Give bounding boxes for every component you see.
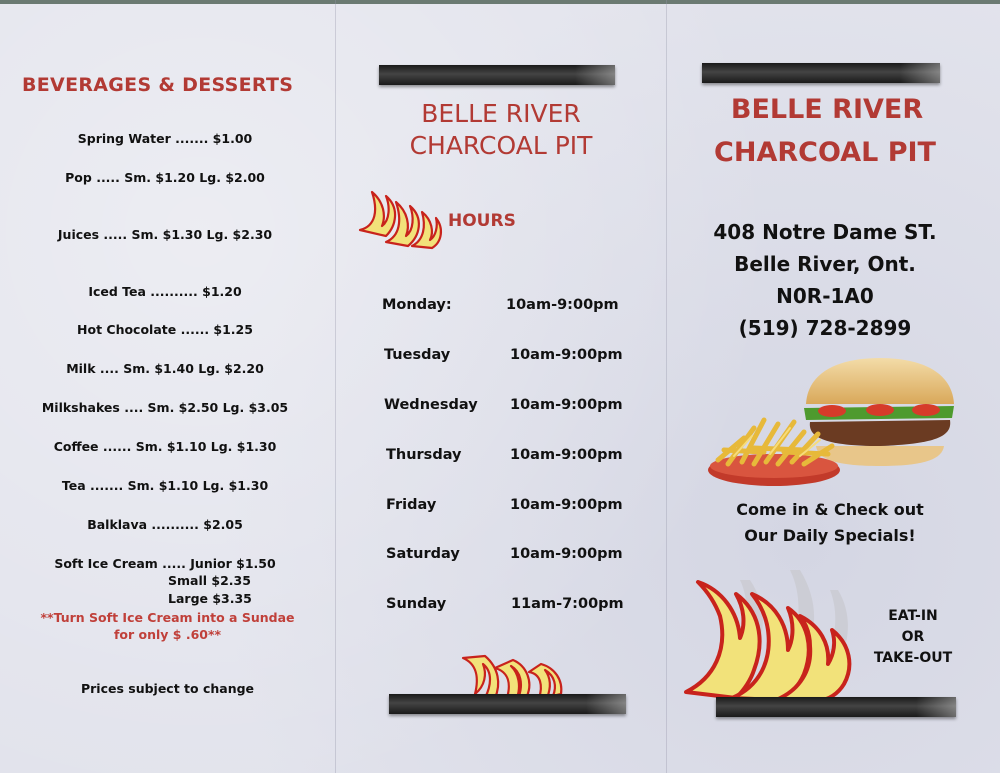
address-city: Belle River, Ont. — [734, 252, 916, 276]
menu-item-baklava: Balklava .......... $2.05 — [87, 517, 243, 532]
day-monday: Monday: — [382, 297, 452, 313]
service-take-out: TAKE-OUT — [873, 650, 953, 666]
flame-icon — [356, 186, 446, 250]
sundae-offer-line2: for only $ .60** — [113, 627, 222, 642]
service-eat-in: EAT-IN — [888, 608, 938, 624]
menu-item-pop: Pop ..... Sm. $1.20 Lg. $2.00 — [65, 170, 265, 185]
time-thursday: 10am-9:00pm — [510, 447, 623, 463]
decorative-bar-top — [702, 63, 940, 83]
address-street: 408 Notre Dame ST. — [713, 220, 937, 244]
restaurant-name-line1: BELLE RIVER — [421, 99, 581, 128]
day-tuesday: Tuesday — [384, 347, 451, 363]
menu-item-milkshakes: Milkshakes .... Sm. $2.50 Lg. $3.05 — [41, 400, 289, 415]
promo-line1: Come in & Check out — [736, 500, 924, 519]
time-saturday: 10am-9:00pm — [510, 546, 623, 562]
menu-item-juices: Juices ..... Sm. $1.30 Lg. $2.30 — [57, 227, 273, 242]
decorative-bar-top — [379, 65, 615, 85]
hours-heading: HOURS — [448, 211, 516, 231]
sundae-offer-line1: **Turn Soft Ice Cream into a Sundae — [40, 610, 295, 625]
service-or: OR — [901, 629, 925, 645]
menu-item-spring-water: Spring Water ....... $1.00 — [77, 131, 253, 146]
time-tuesday: 10am-9:00pm — [510, 347, 623, 363]
promo-line2: Our Daily Specials! — [744, 526, 916, 545]
decorative-bar-bottom — [716, 697, 956, 717]
cover-name-line2: CHARCOAL PIT — [714, 137, 936, 168]
decorative-bar-bottom — [389, 694, 626, 714]
flame-icon — [455, 638, 565, 702]
time-sunday: 11am-7:00pm — [511, 596, 624, 612]
restaurant-name-line2: CHARCOAL PIT — [409, 131, 593, 160]
fries-image — [704, 408, 844, 488]
beverages-title: BEVERAGES & DESSERTS — [22, 74, 294, 96]
day-wednesday: Wednesday — [384, 397, 478, 413]
time-monday: 10am-9:00pm — [506, 297, 619, 313]
menu-item-milk: Milk .... Sm. $1.40 Lg. $2.20 — [66, 361, 264, 376]
time-friday: 10am-9:00pm — [510, 497, 623, 513]
day-sunday: Sunday — [386, 596, 447, 612]
address-postal-code: N0R-1A0 — [776, 284, 874, 308]
menu-item-tea: Tea ....... Sm. $1.10 Lg. $1.30 — [61, 478, 269, 493]
day-friday: Friday — [386, 497, 437, 513]
price-disclaimer: Prices subject to change — [80, 681, 255, 696]
phone-number: (519) 728-2899 — [738, 316, 912, 340]
soft-ice-large-price: Large $3.35 — [168, 591, 252, 606]
menu-item-soft-ice-cream: Soft Ice Cream ..... Junior $1.50 — [54, 556, 276, 571]
menu-item-coffee: Coffee ...... Sm. $1.10 Lg. $1.30 — [53, 439, 277, 454]
beverages-panel — [0, 0, 335, 773]
cover-name-line1: BELLE RIVER — [730, 94, 924, 125]
day-saturday: Saturday — [386, 546, 460, 562]
day-thursday: Thursday — [386, 447, 462, 463]
menu-item-iced-tea: Iced Tea .......... $1.20 — [88, 284, 242, 299]
flame-icon — [680, 560, 860, 700]
soft-ice-small-price: Small $2.35 — [168, 573, 251, 588]
menu-item-hot-chocolate: Hot Chocolate ...... $1.25 — [77, 322, 253, 337]
time-wednesday: 10am-9:00pm — [510, 397, 623, 413]
